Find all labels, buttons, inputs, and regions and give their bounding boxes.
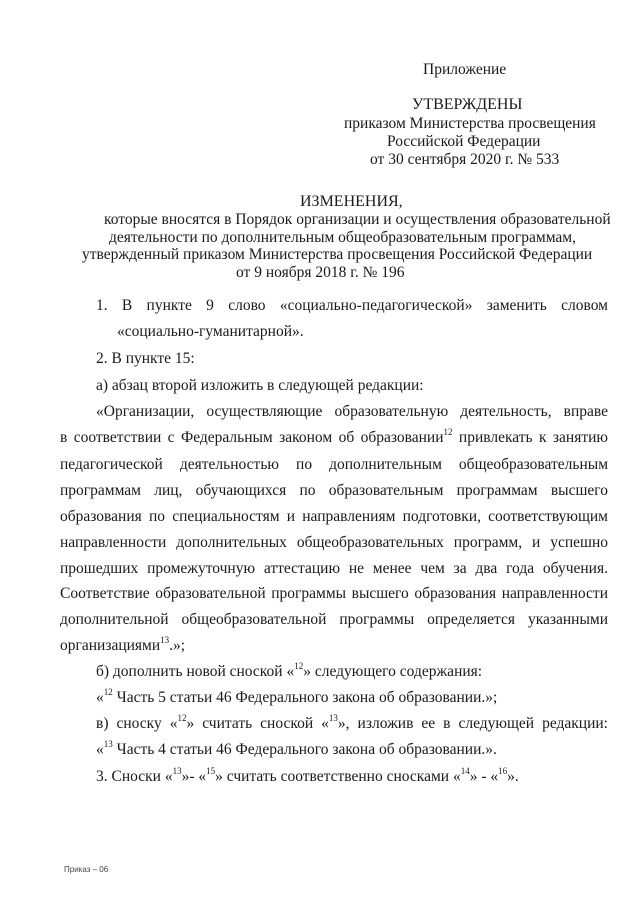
footnote-ref-13: 13	[160, 634, 170, 645]
footnote-13-text	[96, 740, 497, 760]
footnote-ref: 12	[103, 686, 113, 697]
footnote-ref-12: 12	[443, 426, 453, 437]
title-line-4: от 9 ноября 2018 г. № 196	[236, 264, 405, 281]
title-line-3: утвержденный приказом Министерства просвещения Российской Федерации	[82, 246, 593, 263]
item-2-c-text-3: », изложив ее в следующей редакции:	[337, 715, 608, 732]
document-title: ИЗМЕНЕНИЯ,	[300, 193, 403, 210]
item-3-text-4: » - «	[469, 768, 499, 785]
approval-line-2: Российской Федерации	[387, 133, 541, 150]
footnote-12-body: Часть 5 статьи 46 Федерального закона об образовании.»;	[112, 689, 498, 706]
item-2-a: а) абзац второй изложить в следующей редакции:	[96, 377, 424, 394]
footnote-ref: 14	[460, 765, 470, 776]
item-2-c-text-2: » считать сноской «	[186, 715, 329, 732]
title-line-1: которые вносятся в Порядок организации и осуществления образовательной	[104, 211, 611, 228]
item-1-line-2: «социально-гуманитарной».	[117, 323, 304, 340]
quote-line-2-end: привлекать к занятию	[452, 429, 608, 446]
appendix-label: Приложение	[423, 61, 507, 78]
footnote-ref: 13	[172, 765, 182, 776]
quote-line-7: прошедших промежуточную аттестацию не менее чем за два года обучения.	[60, 560, 608, 577]
item-3-text-2: »- «	[181, 768, 207, 785]
quote-line-5: образования по специальностям и направлениям подготовки, соответствующим	[60, 508, 608, 525]
item-2-c-text-1: в) сноску «	[96, 715, 178, 732]
item-2-b-end: » следующего содержания:	[303, 663, 483, 680]
footnote-ref: 13	[328, 712, 338, 723]
quote-mark: «	[96, 741, 104, 758]
approval-heading: УТВЕРЖДЕНЫ	[412, 96, 523, 113]
footnote-ref: 15	[206, 765, 216, 776]
quote-line-10-text: организациями	[60, 637, 161, 654]
quote-mark: «	[96, 689, 104, 706]
footnote-13-body: Часть 4 статьи 46 Федерального закона об образовании.».	[112, 741, 497, 758]
quote-line-3: педагогической деятельностью по дополнительным общеобразовательным	[60, 456, 608, 473]
quote-line-2	[60, 428, 608, 448]
item-2-b	[96, 662, 482, 682]
quote-line-10-end: .»;	[169, 637, 186, 654]
footnote-ref: 12	[294, 660, 304, 671]
footnote-12-text	[96, 688, 497, 708]
item-2: 2. В пункте 15:	[96, 350, 195, 367]
item-3-text-1: 3. Сноски «	[96, 768, 173, 785]
quote-line-10	[60, 636, 185, 656]
quote-line-6: направленности дополнительных общеобразовательных программ, и успешно	[60, 534, 608, 551]
item-3	[96, 767, 519, 787]
page-footer: Приказ – 06	[64, 865, 109, 874]
footnote-ref: 12	[177, 712, 187, 723]
footnote-ref: 13	[103, 738, 113, 749]
item-1-line-1: 1. В пункте 9 слово «социально-педагогической» заменить словом	[96, 297, 608, 314]
title-line-2: деятельности по дополнительным общеобразовательным программам,	[109, 229, 576, 246]
quote-line-4: программам лиц, обучающихся по образовательным программам высшего	[60, 482, 608, 499]
quote-line-1: «Организации, осуществляющие образовательную деятельность, вправе	[96, 403, 608, 420]
footnote-ref: 16	[498, 765, 508, 776]
item-3-text-3: » считать соответственно сносками «	[215, 768, 461, 785]
quote-line-2-text: в соответствии с Федеральным законом об образовании	[60, 429, 444, 446]
item-3-text-5: ».	[507, 768, 519, 785]
item-2-b-text: б) дополнить новой сноской «	[96, 663, 295, 680]
quote-line-9: дополнительной общеобразовательной программы определяется указанными	[60, 611, 608, 628]
approval-line-1: приказом Министерства просвещения	[344, 115, 596, 132]
item-2-c	[96, 714, 608, 734]
approval-line-3: от 30 сентября 2020 г. № 533	[370, 151, 560, 168]
quote-line-8: Соответствие образовательной программы высшего образования направленности	[60, 585, 608, 602]
